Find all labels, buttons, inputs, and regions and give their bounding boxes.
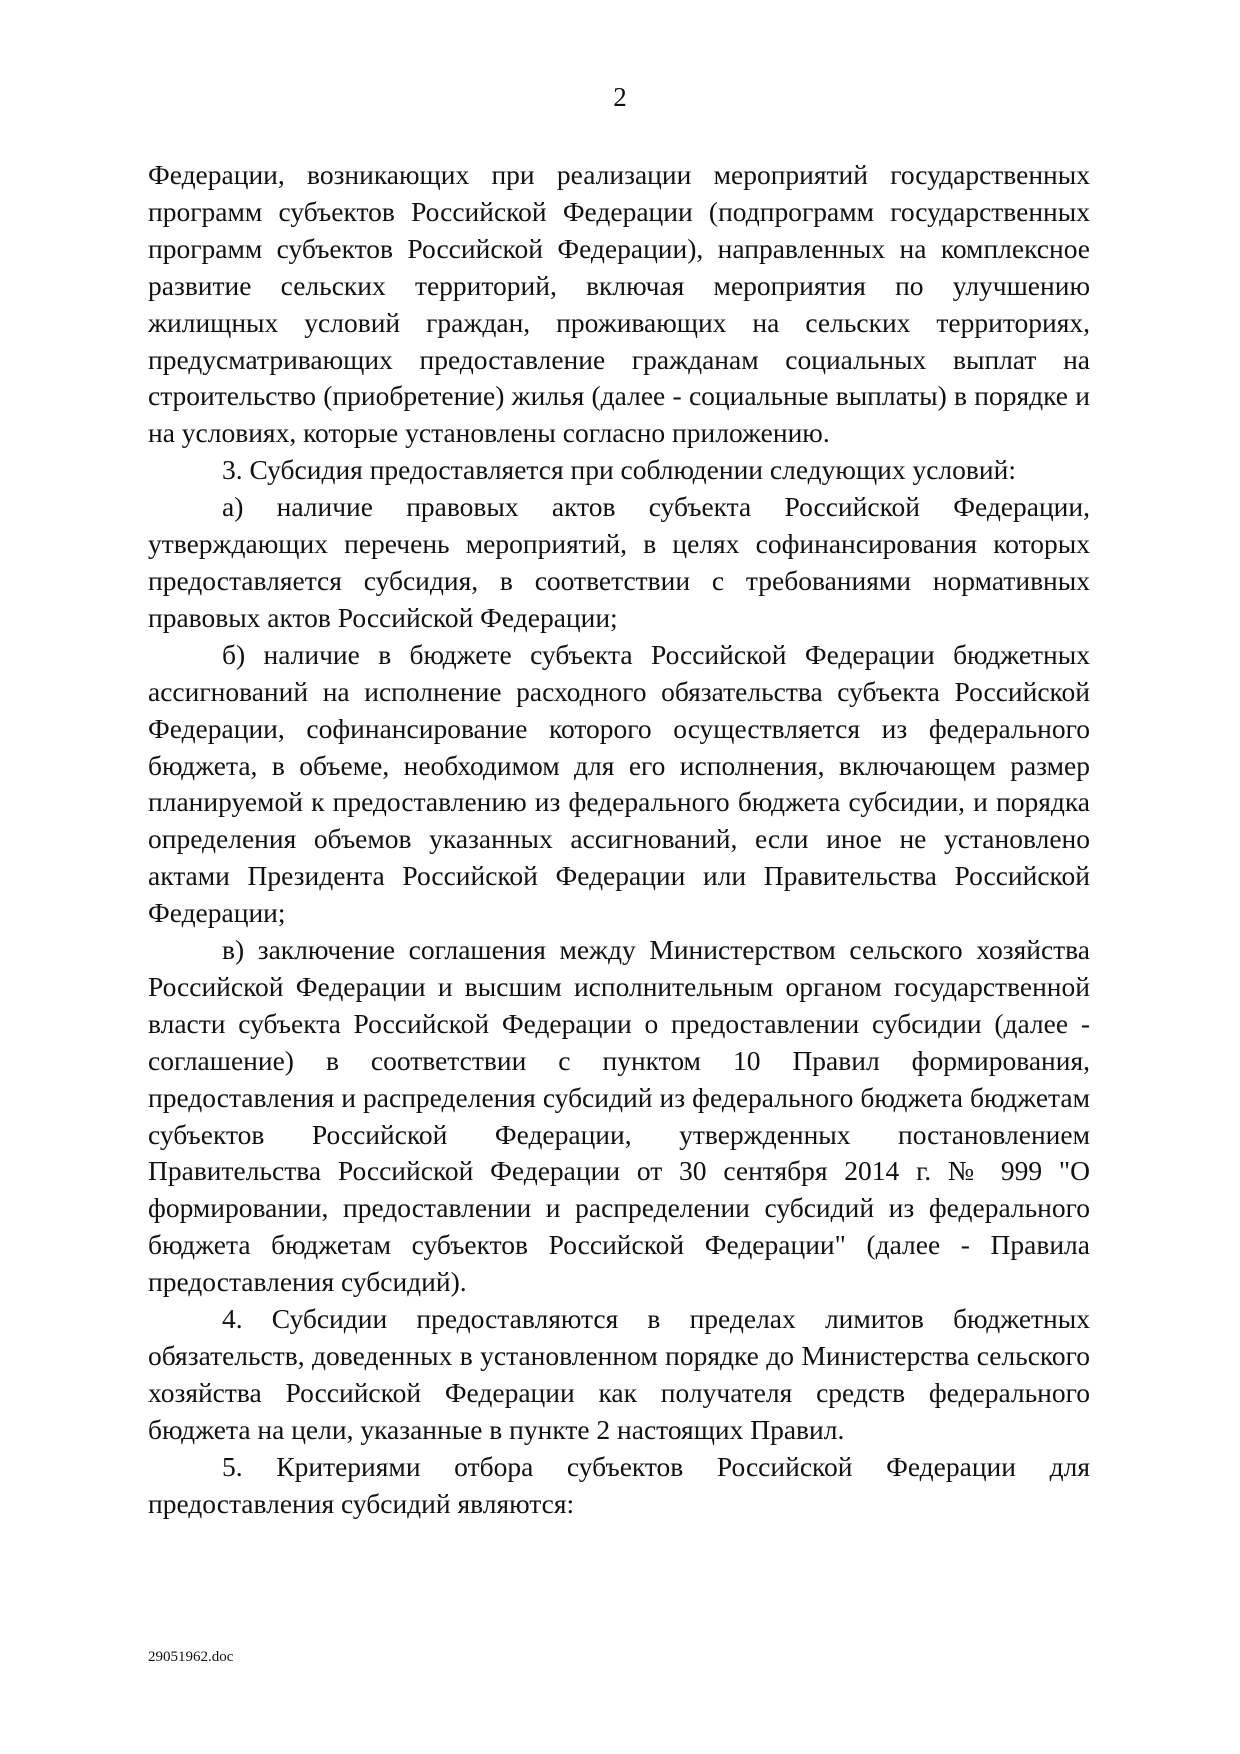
paragraph-continuation: Федерации, возникающих при реализации мероприятий государственных программ субъектов Российской Федерации (подпрограмм государственных программ субъектов Российской Федерации), направленных на комплексное развитие сельских территорий, включая мероприятия по улучшению жилищных условий граждан, проживающих на сельских территориях, предусматривающих предоставление гражданам социальных выплат на строительство (приобретение) жилья (далее - социальные выплаты) в порядке и на условиях, которые установлены согласно приложению. [148,159,1090,449]
paragraph-item-4: 4. Субсидии предоставляются в пределах лимитов бюджетных обязательств, доведенных в установленном порядке до Министерства сельского хозяйства Российской Федерации как получателя средств федерального бюджета на цели, указанные в пункте 2 настоящих Правил. [148,1303,1090,1445]
paragraph-subitem-b: б) наличие в бюджете субъекта Российской Федерации бюджетных ассигнований на исполнение расходного обязательства субъекта Российской Федерации, софинансирование которого осуществляется из федерального бюджета, в объеме, необходимом для его исполнения, включающем размер планируемой к предоставлению из федерального бюджета субсидии, и порядка определения объемов указанных ассигнований, если иное не установлено актами Президента Российской Федерации или Правительства Российской Федерации; [148,638,1090,929]
page-number: 2 [613,82,627,112]
paragraph-item-3: 3. Субсидия предоставляется при соблюдении следующих условий: [222,454,1016,486]
document-body [148,157,1090,1523]
paragraph-item-5: 5. Критериями отбора субъектов Российской Федерации для предоставления субсидий являются: [148,1450,1090,1519]
paragraph-subitem-v: в) заключение соглашения между Министерством сельского хозяйства Российской Федерации и высшим исполнительным органом государственной власти субъекта Российской Федерации о предоставлении субсидии (далее - соглашение) в соответствии с пунктом 10 Правил формирования, предоставления и распределения субсидий из федерального бюджета бюджетам субъектов Российской Федерации, утвержденных постановлением Правительства Российской Федерации от 30 сентября 2014 г. № 999 "О формировании, предоставлении и распределении субсидий из федерального бюджета бюджетам субъектов Российской Федерации" (далее - Правила предоставления субсидий). [148,934,1090,1298]
paragraph-subitem-a: а) наличие правовых актов субъекта Российской Федерации, утверждающих перечень мероприятий, в целях софинансирования которых предоставляется субсидия, в соответствии с требованиями нормативных правовых актов Российской Федерации; [148,491,1090,633]
document-code-footer: 29051962.doc [148,1649,234,1665]
